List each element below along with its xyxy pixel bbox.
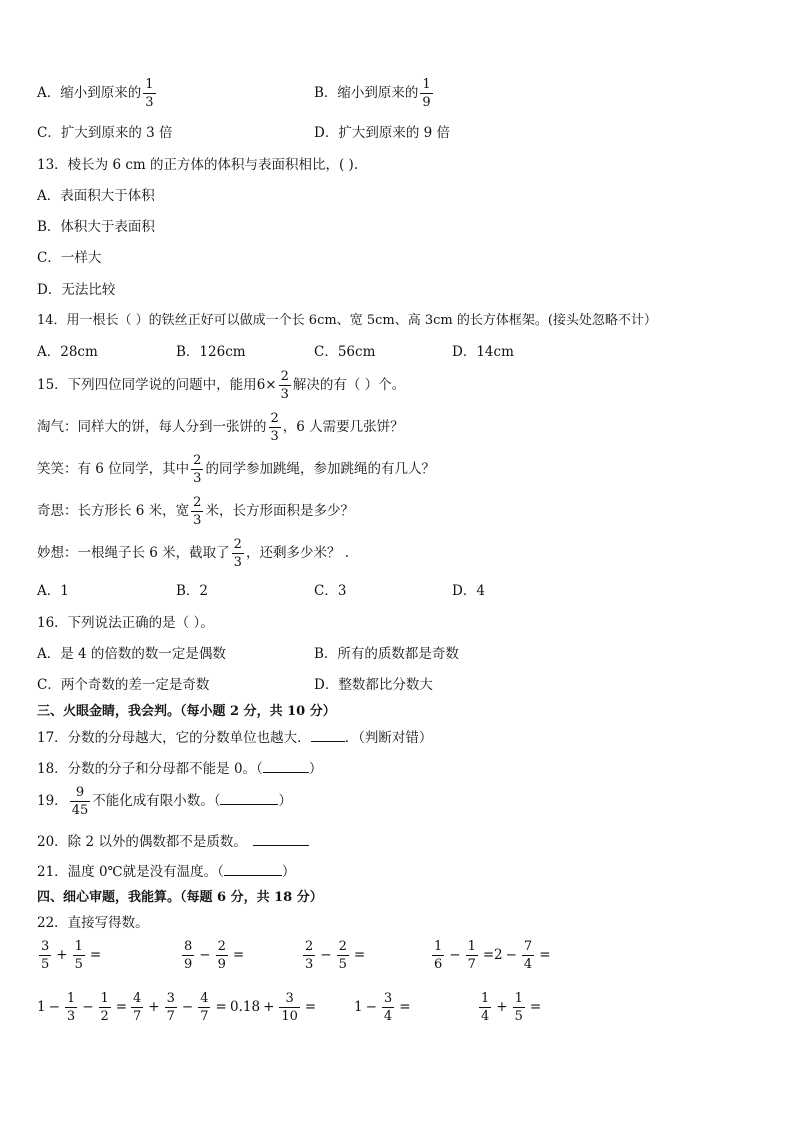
fraction: $\frac{8}{9}$ — [184, 939, 193, 972]
q13-option-d: D．无法比较 — [37, 282, 116, 298]
section-heading-4: 四、细心审题，我能算。（每题 6 分，共 18 分） — [37, 890, 323, 905]
q12-option-d: D．扩大到原来的 9 倍 — [314, 125, 450, 141]
q15-statement-3: 奇思：长方形长 6 米，宽 $\frac{2}{3}$ 米，长方形面积是多少？ — [37, 495, 354, 528]
fraction: $\frac{2}{5}$ — [338, 939, 347, 972]
fraction: $\frac{2}{9}$ — [217, 939, 226, 972]
fraction: $\frac{3}{10}$ — [281, 991, 298, 1024]
q12-option-c: C．扩大到原来的 3 倍 — [37, 125, 173, 141]
q13-option-a: A．表面积大于体积 — [37, 188, 155, 204]
answer-blank[interactable] — [311, 728, 345, 742]
q16-stem: 16．下列说法正确的是（ ）。 — [37, 615, 214, 631]
fraction: $\frac{2}{3}$ — [305, 939, 314, 972]
fraction: $\frac{1}{6}$ — [434, 939, 443, 972]
q18: 18．分数的分子和分母都不能是 0。（ ） — [37, 761, 323, 777]
q13-stem: 13．棱长为 6 cm 的正方体的体积与表面积相比，( ). — [37, 157, 359, 173]
fraction: $\frac{2}{3}$ — [233, 537, 242, 570]
fraction: $\frac{3}{5}$ — [41, 939, 50, 972]
section-heading-3: 三、火眼金睛，我会判。（每小题 2 分，共 10 分） — [37, 704, 336, 719]
fraction: $\frac{7}{4}$ — [523, 939, 533, 972]
q12-option-a: A．缩小到原来的 $\frac{1}{3}$ — [37, 77, 154, 110]
q16-option-b: B．所有的质数都是奇数 — [314, 646, 459, 662]
fraction: $\frac{4}{7}$ — [200, 991, 209, 1024]
fraction: $\frac{9}{45}$ — [71, 785, 89, 818]
calc-expression: 2 − $\frac{7}{4}$ = — [494, 939, 551, 972]
q15-option-a: A．1 — [37, 583, 69, 599]
calc-expression: $\frac{1}{4}$ + $\frac{1}{5}$ = — [481, 991, 542, 1024]
fraction: $\frac{2}{3}$ — [193, 495, 202, 528]
calc-expression: $\frac{4}{7}$ + $\frac{3}{7}$ − $\frac{4}{7}$ = — [133, 991, 227, 1024]
q22-stem: 22．直接写得数。 — [37, 915, 149, 931]
q16-option-c: C．两个奇数的差一定是奇数 — [37, 677, 210, 693]
q14-option-a: A．28cm — [37, 344, 98, 360]
fraction: $\frac{1}{3}$ — [145, 77, 154, 110]
fraction: $\frac{4}{7}$ — [133, 991, 142, 1024]
q19: 19． $\frac{9}{45}$ 不能化成有限小数。（ ） — [37, 785, 292, 818]
fraction: $\frac{1}{7}$ — [467, 939, 476, 972]
q13-option-c: C．一样大 — [37, 250, 102, 266]
fraction: $\frac{2}{3}$ — [270, 411, 279, 444]
q14-option-b: B．126cm — [176, 344, 246, 360]
fraction: $\frac{1}{5}$ — [514, 991, 523, 1024]
answer-blank[interactable] — [224, 862, 282, 876]
q17: 17．分数的分母越大，它的分数单位也越大． ．（判断对错） — [37, 730, 433, 746]
calc-expression: $\frac{1}{6}$ − $\frac{1}{7}$ = — [434, 939, 495, 972]
fraction: $\frac{3}{7}$ — [166, 991, 175, 1024]
fraction: $\frac{1}{5}$ — [74, 939, 83, 972]
q14-stem: 14．用一根长（ ）的铁丝正好可以做成一个长 6cm、宽 5cm、高 3cm 的长方体框架。(接头处忽略不计） — [37, 313, 657, 328]
fraction: $\frac{1}{4}$ — [481, 991, 490, 1024]
q13-option-b: B．体积大于表面积 — [37, 219, 155, 235]
calc-expression: 1 − $\frac{1}{3}$ − $\frac{1}{2}$ = — [37, 991, 128, 1024]
answer-blank[interactable] — [253, 832, 309, 846]
q15-statement-1: 淘气：同样大的饼，每人分到一张饼的 $\frac{2}{3}$ ，6 人需要几张饼？ — [37, 411, 404, 444]
q14-option-d: D．14cm — [452, 344, 514, 360]
calc-expression: 1 − $\frac{3}{4}$ = — [354, 991, 411, 1024]
fraction: $\frac{3}{4}$ — [383, 991, 393, 1024]
q16-option-a: A．是 4 的倍数的数一定是偶数 — [37, 646, 226, 662]
calc-expression: $\frac{8}{9}$ − $\frac{2}{9}$ = — [184, 939, 245, 972]
fraction: $\frac{2}{3}$ — [193, 453, 202, 486]
q15-option-d: D．4 — [452, 583, 485, 599]
q15-stem: 15．下列四位同学说的问题中，能用6× $\frac{2}{3}$ 解决的有（ ）个。 — [37, 369, 406, 402]
fraction: $\frac{2}{3}$ — [280, 369, 289, 402]
calc-expression: $\frac{2}{3}$ − $\frac{2}{5}$ = — [305, 939, 366, 972]
q15-option-b: B．2 — [176, 583, 209, 599]
answer-blank[interactable] — [220, 791, 278, 805]
q14-option-c: C．56cm — [314, 344, 376, 360]
calc-expression: 0.18 + $\frac{3}{10}$ = — [230, 991, 317, 1024]
fraction: $\frac{1}{9}$ — [422, 77, 431, 110]
q15-statement-4: 妙想：一根绳子长 6 米，截取了 $\frac{2}{3}$ ，还剩多少米？ . — [37, 537, 350, 570]
q16-option-d: D．整数都比分数大 — [314, 677, 433, 693]
answer-blank[interactable] — [263, 759, 309, 773]
q21: 21．温度 0℃就是没有温度。（ ） — [37, 864, 296, 880]
q20: 20．除 2 以外的偶数都不是质数。 — [37, 832, 309, 851]
q12-option-b: B．缩小到原来的 $\frac{1}{9}$ — [314, 77, 431, 110]
fraction: $\frac{1}{3}$ — [66, 991, 76, 1024]
calc-expression: $\frac{3}{5}$ + $\frac{1}{5}$ = — [41, 939, 102, 972]
q15-statement-2: 笑笑：有 6 位同学，其中 $\frac{2}{3}$ 的同学参加跳绳，参加跳绳的有几人？ — [37, 453, 435, 486]
q15-option-c: C．3 — [314, 583, 347, 599]
fraction: $\frac{1}{2}$ — [100, 991, 109, 1024]
